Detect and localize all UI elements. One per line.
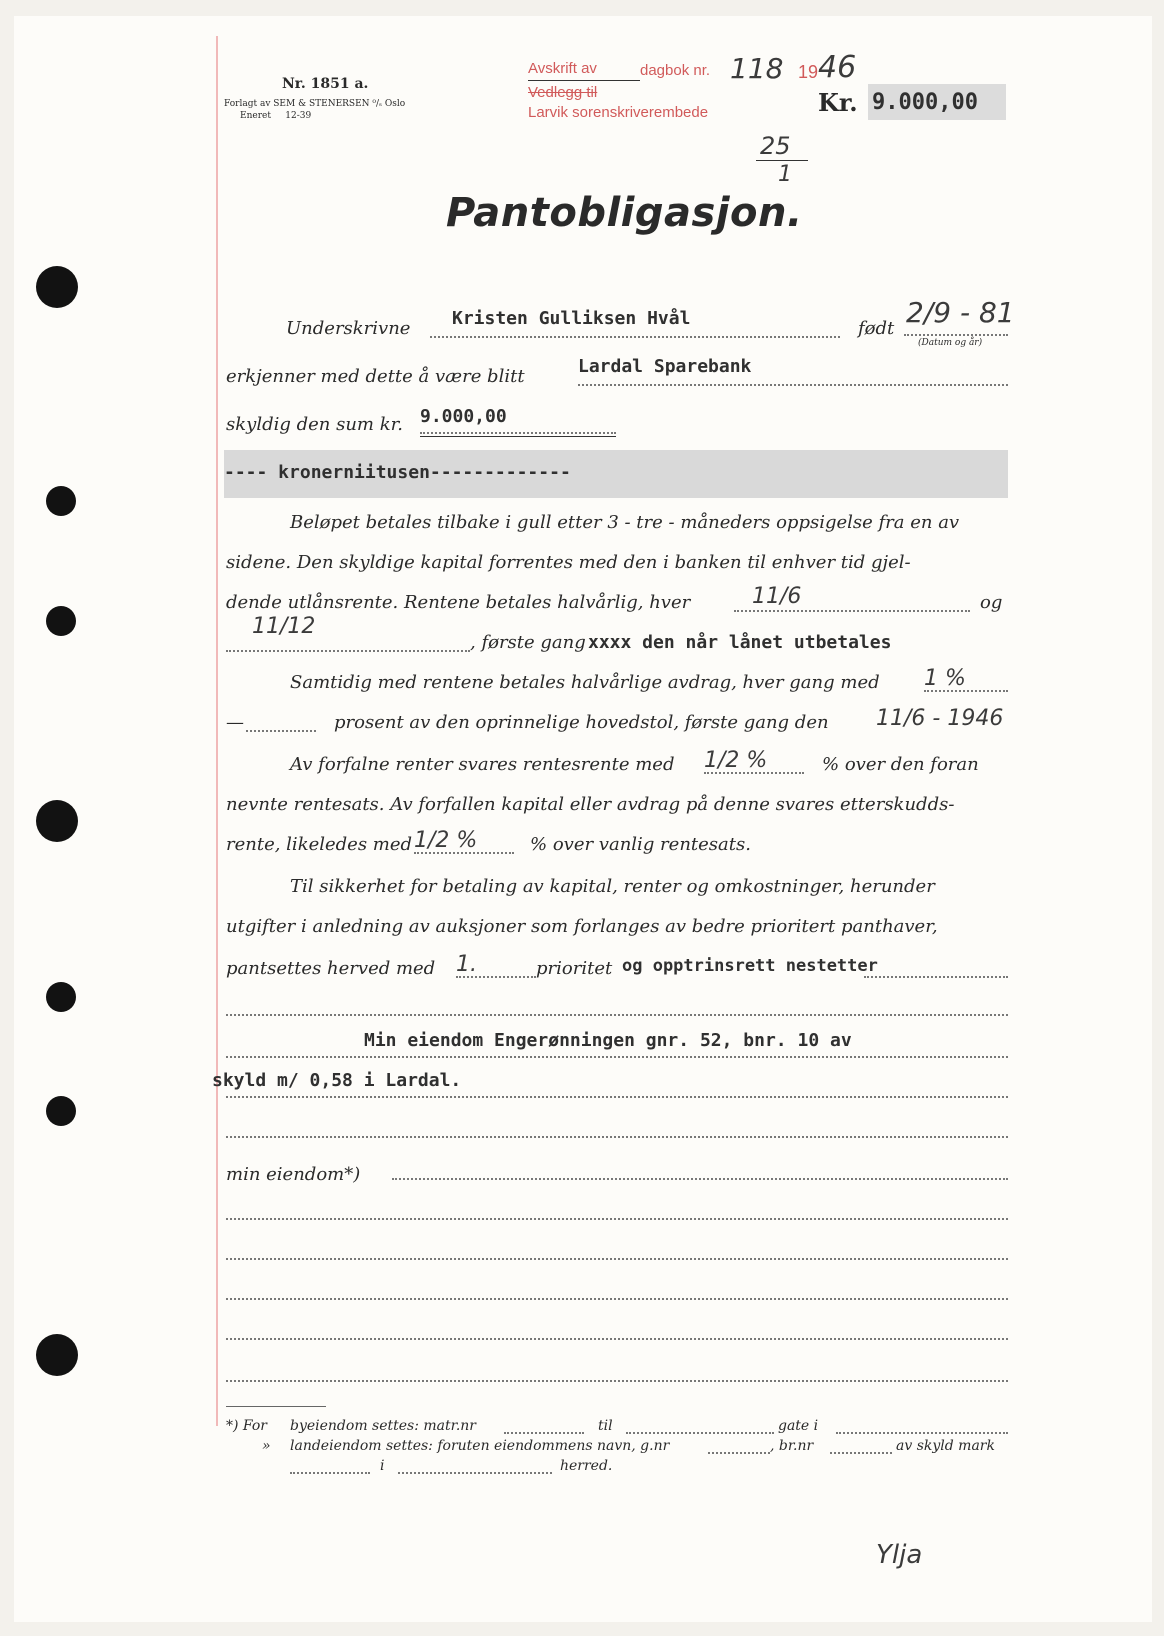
punch-hole [46,486,76,516]
dotted-line [226,1014,1008,1016]
text-line: sidene. Den skyldige kapital forrentes med den i banken til enhver tid gjel- [226,552,911,573]
first-payment-note: xxxx den når lånet utbetales [588,632,892,653]
footnote-text: gate i [778,1418,819,1434]
amount-value: 9.000,00 [872,90,978,115]
red-margin-line [216,36,218,1426]
text-line: dende utlånsrente. Rentene betales halvårlig, hver [226,592,691,613]
amount-in-words: ---- kronerniitusen------------- [224,462,571,483]
punch-hole [36,1334,78,1376]
fraction-line [756,160,808,161]
text-line: prosent av den oprinnelige hovedstol, første gang den [334,712,829,733]
born-value: 2/9 - 81 [906,296,1015,329]
dotted-line [226,1258,1008,1260]
dotted-line [226,1096,1008,1098]
dagbok-number: 118 [730,52,784,85]
amount-label: Kr. [818,88,858,117]
text-line: — [226,712,244,733]
sum-label: skyldig den sum kr. [226,414,403,435]
stamp-avskrift: Avskrift av [528,60,597,77]
dotted-line [924,690,1008,692]
dotted-line [578,384,1008,386]
footnote-text: byeiendom settes: matr.nr [290,1418,476,1434]
punch-hole [46,606,76,636]
dotted-line [830,1452,892,1454]
text-line: prioritet [536,958,613,979]
priority-value: 1. [456,952,477,977]
punch-hole [46,1096,76,1126]
interest-date-1: 11/6 [752,584,802,609]
creditor-name: Lardal Sparebank [578,356,752,377]
installment-percent: 1 % [924,666,966,691]
dotted-line [226,1380,1008,1382]
first-installment-date: 11/6 - 1946 [876,706,1004,731]
dotted-line [226,1298,1008,1300]
text-line: Samtidig med rentene betales halvårlige avdrag, hver gang med [290,672,880,693]
dotted-line [290,1472,370,1474]
dotted-line [904,334,1008,336]
property-line-2: skyld m/ 0,58 i Lardal. [212,1070,462,1091]
dotted-line [704,772,804,774]
text-line: utgifter i anledning av auksjoner som forlanges av bedre prioritert panthaver, [226,916,938,937]
property-line-1: Min eiendom Engerønningen gnr. 52, bnr. 10 av [364,1030,852,1051]
priority-note: og opptrinsrett nestetter [622,956,878,976]
text-line: , første gang [470,632,586,653]
footnote-text: landeiendom settes: foruten eiendommens navn, g.nr [290,1438,670,1454]
footnote-text: , br.nr [770,1438,814,1454]
text-line: rente, likeledes med [226,834,413,855]
text-line: Av forfalne renter svares rentesrente med [290,754,675,775]
footnote-rule [226,1406,326,1407]
dotted-line [226,1056,1008,1058]
my-property-label: min eiendom*) [226,1164,361,1185]
sum-value: 9.000,00 [420,406,507,427]
stamp-dagbok: dagbok nr. [640,62,711,79]
dotted-line [864,976,1008,978]
dotted-line [708,1452,770,1454]
dotted-line [734,610,970,612]
dotted-line [626,1432,774,1434]
punch-hole [36,800,78,842]
dotted-line [226,1218,1008,1220]
signature: Ylja [876,1540,923,1570]
punch-hole [36,266,78,308]
dotted-line [226,650,470,652]
dotted-line [430,336,840,338]
office-stamp: Larvik sorenskriverembede [528,104,709,121]
dotted-line [420,432,616,434]
debtor-name: Kristen Gulliksen Hvål [452,308,691,329]
dotted-line [226,1338,1008,1340]
dotted-line [246,730,316,732]
margin-note-top: 25 [760,132,791,160]
form-number: Nr. 1851 a. [282,76,369,92]
footnote-text: av skyld mark [896,1438,995,1454]
stamp-vedlegg: Vedlegg til [528,84,598,101]
margin-note-bottom: 1 [778,162,792,187]
text-line: pantsettes herved med [226,958,436,979]
text-line: % over den foran [822,754,979,775]
publisher: Forlagt av SEM & STENERSEN ⁰/ₛ Oslo [224,99,406,109]
undersigned-label: Underskrivne [286,318,411,339]
late-interest-value: 1/2 % [414,828,478,853]
dotted-line [398,1472,552,1474]
interest-date-2: 11/12 [252,614,316,639]
compound-interest-value: 1/2 % [704,748,768,773]
text-line: nevnte rentesats. Av forfallen kapital eller avdrag på denne svares etterskudds- [226,794,955,815]
document-title: Pantobligasjon. [446,190,803,236]
dotted-line [456,976,536,978]
dotted-line [392,1178,1008,1180]
dotted-line [504,1432,584,1434]
footnote-text: til [598,1418,613,1434]
edition: Eneret 12-39 [240,111,312,121]
text-line: Beløpet betales tilbake i gull etter 3 - tre - måneders oppsigelse fra en av [290,512,960,533]
footnote-text: herred. [560,1458,613,1474]
text-line: og [980,592,1003,613]
underline [528,80,640,81]
footnote-mark: » [262,1438,271,1454]
born-label: født [858,318,895,339]
dotted-line [226,1136,1008,1138]
year-prefix: 19 [798,62,819,82]
dotted-line [414,852,514,854]
dotted-line [836,1432,1008,1434]
footnote-text: i [380,1458,385,1474]
footnote-mark: *) For [226,1418,267,1434]
text-line: % over vanlig rentesats. [530,834,751,855]
year-suffix: 46 [818,50,857,85]
punch-hole [46,982,76,1012]
underline [420,436,616,437]
acknowledges-label: erkjenner med dette å være blitt [226,366,525,387]
text-line: Til sikkerhet for betaling av kapital, renter og omkostninger, herunder [290,876,935,897]
born-hint: (Datum og år) [918,338,983,348]
